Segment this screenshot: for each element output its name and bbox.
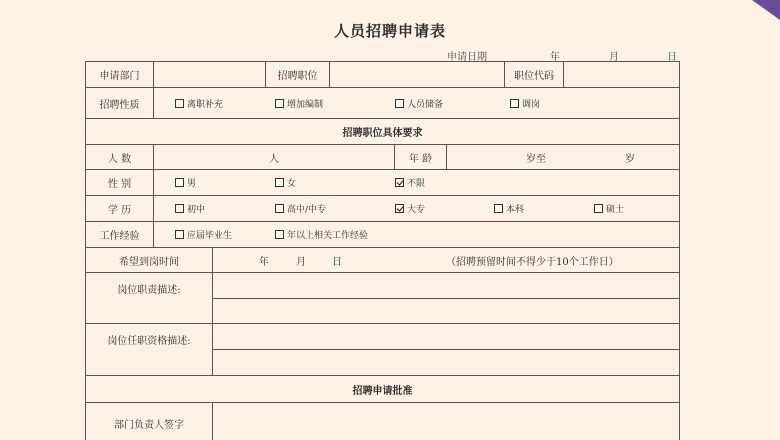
- application-date-line: [0, 48, 780, 62]
- education-option-highschool[interactable]: 高中/中专: [275, 196, 326, 221]
- dept-head-row: [86, 403, 679, 440]
- checkbox-icon: [175, 99, 184, 108]
- requirements-header-row: [86, 119, 679, 145]
- education-option-master[interactable]: 硕士: [594, 196, 624, 221]
- checkbox-icon: [494, 204, 503, 213]
- nature-option-reserve[interactable]: 人员储备: [395, 88, 443, 118]
- headcount-label: 人 数: [107, 153, 132, 165]
- checkbox-icon: [275, 204, 284, 213]
- position-code-label: 职位代码: [514, 71, 554, 82]
- education-option-bachelor[interactable]: 本科: [494, 196, 524, 221]
- gender-option-female[interactable]: 女: [275, 170, 296, 195]
- position-label: 招聘职位: [277, 71, 318, 82]
- gender-row: [86, 170, 679, 196]
- dept-field[interactable]: [154, 62, 265, 87]
- education-option-junior[interactable]: 初中: [175, 196, 205, 221]
- nature-option-expansion[interactable]: 增加编制: [275, 88, 323, 118]
- recruitment-form: [85, 61, 680, 440]
- duties-field-line-1[interactable]: [213, 273, 679, 298]
- education-row: [86, 196, 679, 222]
- headcount-age-row: [86, 145, 679, 170]
- form-title: 人员招聘申请表: [333, 22, 446, 40]
- month-label: 月: [609, 52, 619, 63]
- nature-option-transfer[interactable]: 调岗: [510, 88, 540, 118]
- checkbox-icon: [395, 99, 404, 108]
- checkbox-icon: [275, 99, 284, 108]
- duties-row: [86, 273, 679, 324]
- nature-option-resignation[interactable]: 离职补充: [175, 88, 223, 118]
- arrival-time-row: [86, 248, 679, 273]
- qualifications-row: [86, 324, 679, 376]
- checkbox-icon: [594, 204, 603, 213]
- age-label: 年 龄: [408, 153, 433, 165]
- checkbox-icon: [275, 178, 284, 187]
- checkbox-checked-icon: [395, 178, 404, 187]
- arrival-year-label: 年: [259, 256, 269, 268]
- checkbox-icon: [175, 204, 184, 213]
- qualifications-field-line-1[interactable]: [213, 324, 679, 349]
- education-option-college[interactable]: 大专: [395, 196, 425, 221]
- requirements-header: 招聘职位具体要求: [342, 128, 423, 139]
- age-from-label: 岁至: [526, 153, 546, 165]
- experience-option-graduate[interactable]: 应届毕业生: [175, 222, 232, 247]
- qualifications-label: 岗位任职资格描述:: [107, 336, 191, 347]
- dept-label: 申请部门: [99, 71, 140, 82]
- experience-row: [86, 222, 679, 248]
- corner-decoration: [752, 0, 780, 20]
- checkbox-icon: [275, 230, 284, 239]
- gender-option-any[interactable]: 不限: [395, 170, 425, 195]
- recruitment-nature-row: [86, 88, 679, 119]
- checkbox-icon: [510, 99, 519, 108]
- nature-label: 招聘性质: [99, 99, 140, 111]
- dept-head-label: 部门负责人签字: [114, 419, 184, 431]
- checkbox-icon: [175, 178, 184, 187]
- approval-header-row: [86, 376, 679, 403]
- position-field[interactable]: [330, 62, 504, 87]
- duties-field-line-2[interactable]: [213, 299, 679, 324]
- approval-header: 招聘申请批准: [352, 385, 413, 397]
- basic-info-row: [86, 62, 679, 88]
- arrival-note: （招聘预留时间不得少于10个工作日）: [446, 256, 619, 268]
- checkbox-icon: [175, 230, 184, 239]
- gender-option-male[interactable]: 男: [175, 170, 196, 195]
- age-to-label: 岁: [625, 153, 635, 165]
- arrival-day-label: 日: [332, 256, 342, 268]
- gender-label: 性 别: [107, 179, 132, 190]
- application-date-label: 申请日期: [447, 52, 487, 63]
- experience-option-years[interactable]: 年以上相关工作经验: [275, 222, 368, 247]
- experience-label: 工作经验: [99, 231, 140, 242]
- checkbox-checked-icon: [395, 204, 404, 213]
- position-code-field[interactable]: [564, 62, 679, 87]
- arrival-label: 希望到岗时间: [119, 256, 179, 268]
- qualifications-field-line-2[interactable]: [213, 350, 679, 376]
- arrival-month-label: 月: [296, 256, 306, 268]
- year-label: 年: [550, 52, 560, 63]
- dept-head-signature-field[interactable]: [213, 403, 679, 440]
- education-label: 学 历: [107, 205, 132, 216]
- headcount-unit: 人: [269, 153, 279, 165]
- duties-label: 岗位职责描述:: [117, 285, 181, 296]
- day-label: 日: [667, 52, 677, 63]
- headcount-field[interactable]: [154, 145, 394, 169]
